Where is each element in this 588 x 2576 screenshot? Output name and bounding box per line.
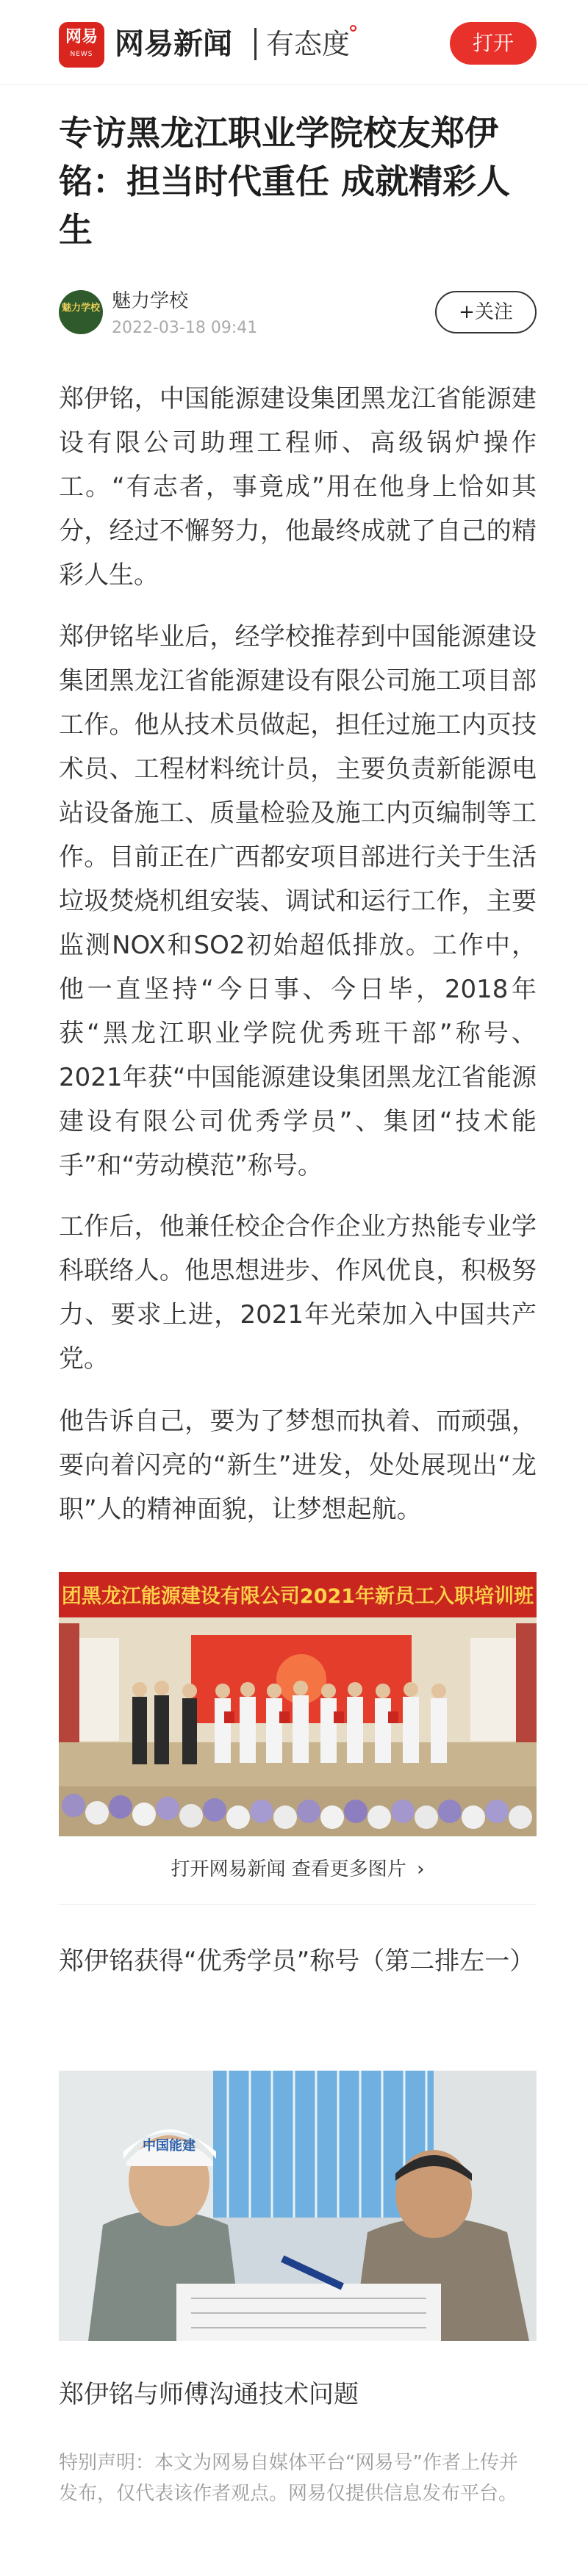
- ceremony-photo-graphic: [59, 1572, 537, 1836]
- brand-divider: [254, 28, 257, 60]
- divider: [59, 1904, 537, 1905]
- copyright-disclaimer: 特别声明：本文为网易自媒体平台“网易号”作者上传并发布，仅代表该作者观点。网易仅提供信息发布平台。: [59, 2452, 518, 2505]
- follow-button[interactable]: +关注: [435, 291, 537, 333]
- logo-subtext: NEWS: [70, 51, 93, 58]
- brand-name: 网易新闻: [115, 27, 232, 61]
- avatar-logo-text: 魅力学校: [61, 303, 100, 314]
- open-app-button[interactable]: 打开: [450, 22, 537, 65]
- photo-caption: 郑伊铭与师傅沟通技术问题: [59, 2380, 359, 2409]
- author-name[interactable]: 魅力学校: [112, 290, 189, 312]
- publish-time: 2022-03-18 09:41: [112, 319, 258, 337]
- technicians-photo[interactable]: [59, 2071, 537, 2341]
- article-paragraph: 工作后，他兼任校企合作企业方热能专业学科联络人。他思想进步、作风优良，积极努力、要求上进，2021年光荣加入中国共产党。: [59, 1212, 537, 1374]
- article-paragraph: 他告诉自己，要为了梦想而执着、而顽强，要向着闪亮的“新生”进发，处处展现出“龙职”人的精神面貌，让梦想起航。: [59, 1407, 537, 1524]
- brand-slogan: 有态度: [266, 28, 351, 60]
- slogan-dot-icon: [350, 25, 356, 32]
- top-bar: [0, 0, 588, 85]
- author-avatar[interactable]: [59, 290, 103, 334]
- netease-logo[interactable]: [59, 22, 104, 68]
- article-paragraph: 郑伊铭毕业后，经学校推荐到中国能源建设集团黑龙江省能源建设有限公司施工项目部工作。他从技术员做起，担任过施工内页技术员、工程材料统计员，主要负责新能源电站设备施工、质量检验及施工内页编制等工作。目前正在广西都安项目部进行关于生活垃圾焚烧机组安装、调试和运行工作，主要监测NOX和SO2初始超低排放。工作中，他一直坚持“今日事、今日毕，2018年获“黑龙江职业学院优秀班干部”称号、2021年获“中国能源建设集团黑龙江省能源建设有限公司优秀学员”、集团“技术能手”和“劳动模范”称号。: [59, 622, 537, 1180]
- open-app-more-photos-link[interactable]: [59, 1851, 537, 1888]
- chevron-right-icon: ›: [417, 1858, 425, 1880]
- logo-text: 网易: [65, 28, 98, 46]
- article-paragraph: 郑伊铭，中国能源建设集团黑龙江省能源建设有限公司助理工程师、高级锅炉操作工。“有志者，事竟成”用在他身上恰如其分，经过不懈努力，他最终成就了自己的精彩人生。: [59, 384, 537, 590]
- ceremony-photo[interactable]: [59, 1572, 537, 1836]
- open-more-label: 打开网易新闻 查看更多图片: [171, 1858, 406, 1880]
- article-title: 专访黑龙江职业学院校友郑伊铭：担当时代重任 成就精彩人生: [59, 113, 511, 250]
- technicians-photo-graphic: [59, 2071, 537, 2341]
- photo-banner-text: 团黑龙江能源建设有限公司2021年新员工入职培训班: [61, 1585, 534, 1608]
- photo-caption: 郑伊铭获得“优秀学员”称号（第二排左一）: [59, 1947, 535, 1976]
- helmet-label: 中国能建: [143, 2138, 196, 2154]
